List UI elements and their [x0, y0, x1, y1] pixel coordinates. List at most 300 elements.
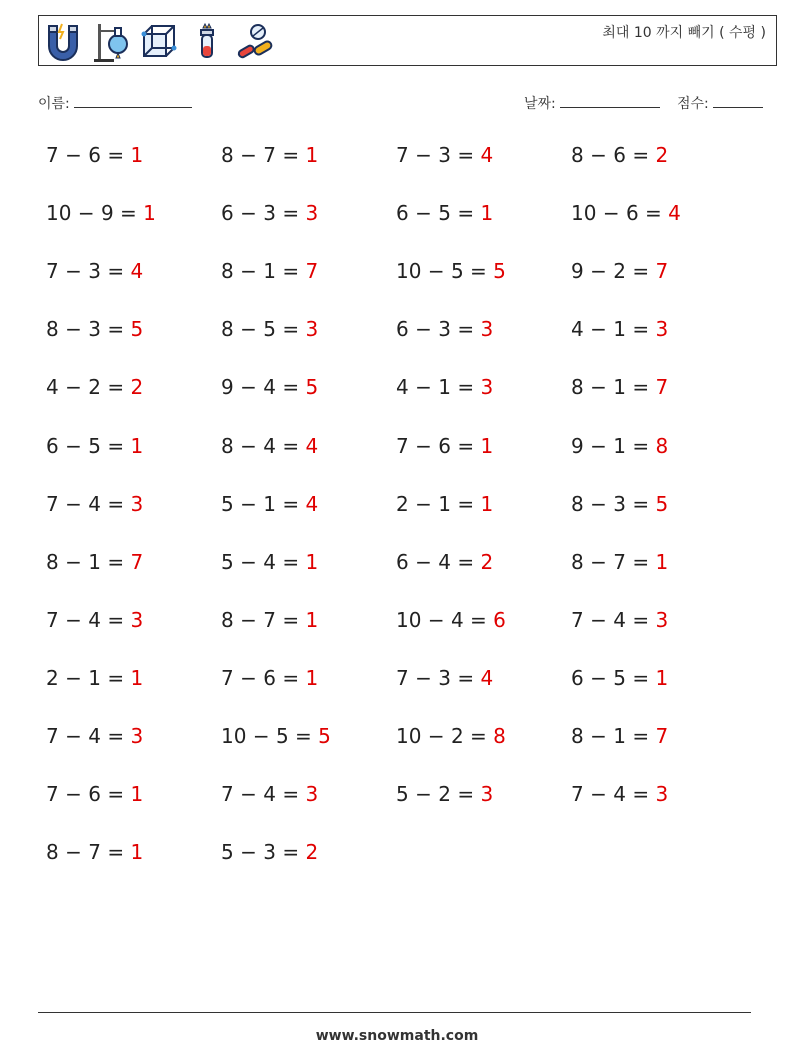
equals-sign: =	[632, 491, 650, 516]
answer: 3	[655, 317, 669, 342]
subtrahend: 5	[88, 433, 101, 458]
subtrahend: 3	[263, 840, 276, 865]
equals-sign: =	[457, 317, 475, 342]
subtrahend: 5	[450, 259, 464, 284]
minus-sign: −	[240, 259, 257, 284]
subtraction-problem	[221, 782, 318, 806]
minus-sign: −	[65, 317, 82, 342]
minus-sign: −	[252, 724, 270, 748]
answer: 4	[305, 433, 319, 458]
subtrahend: 7	[263, 143, 276, 167]
minus-sign: −	[415, 201, 432, 226]
subtraction-problem	[571, 550, 668, 574]
equals-sign: =	[632, 375, 650, 400]
minuend: 9	[571, 259, 584, 284]
answer: 3	[305, 782, 319, 807]
minuend: 7	[396, 433, 409, 458]
subtrahend: 5	[275, 724, 289, 748]
equals-sign: =	[107, 549, 125, 574]
subtrahend: 1	[88, 665, 101, 690]
subtraction-problem	[221, 201, 318, 225]
answer: 1	[130, 840, 144, 865]
minus-sign: −	[77, 201, 95, 226]
subtrahend: 5	[438, 201, 451, 226]
minus-sign: −	[415, 782, 432, 807]
answer: 1	[305, 665, 319, 690]
minus-sign: −	[590, 433, 607, 458]
answer: 1	[143, 201, 156, 226]
subtrahend: 4	[438, 549, 451, 574]
subtrahend: 6	[88, 782, 101, 807]
equals-sign: =	[295, 724, 312, 748]
subtrahend: 9	[100, 201, 114, 226]
answer: 1	[655, 665, 669, 690]
subtrahend: 3	[438, 143, 451, 167]
answer: 1	[130, 665, 144, 690]
answer: 2	[305, 840, 319, 865]
answer: 6	[493, 607, 506, 632]
minuend: 10	[396, 724, 422, 748]
minus-sign: −	[65, 840, 82, 865]
equals-sign: =	[107, 491, 125, 516]
equals-sign: =	[632, 143, 650, 167]
name-field	[38, 93, 192, 113]
answer: 7	[130, 549, 144, 574]
answer: 2	[130, 375, 144, 400]
minus-sign: −	[240, 201, 257, 226]
worksheet-title: 최대 10 까지 빼기 ( 수평 )	[602, 25, 766, 41]
equals-sign: =	[282, 433, 300, 458]
answer: 3	[480, 317, 494, 342]
answer: 5	[305, 375, 319, 400]
minus-sign: −	[415, 549, 432, 574]
equals-sign: =	[632, 549, 650, 574]
minuend: 6	[46, 433, 59, 458]
subtrahend: 7	[88, 840, 101, 865]
equals-sign: =	[107, 259, 125, 284]
minus-sign: −	[590, 607, 607, 632]
subtrahend: 4	[263, 549, 276, 574]
subtrahend: 2	[88, 375, 101, 400]
worksheet-header	[38, 15, 777, 66]
equals-sign: =	[632, 433, 650, 458]
equals-sign: =	[457, 143, 475, 167]
subtraction-problem	[221, 666, 318, 690]
minus-sign: −	[65, 433, 82, 458]
minuend: 7	[396, 665, 409, 690]
answer: 3	[130, 607, 144, 632]
score-blank-line[interactable]	[713, 93, 763, 108]
subtrahend: 1	[613, 317, 626, 342]
minus-sign: −	[65, 143, 82, 167]
subtraction-problem	[396, 782, 493, 806]
minus-sign: −	[415, 491, 432, 516]
minus-sign: −	[590, 143, 607, 167]
equals-sign: =	[107, 317, 125, 342]
equals-sign: =	[470, 607, 487, 632]
equals-sign: =	[282, 259, 300, 284]
subtraction-problem	[571, 492, 668, 516]
subtrahend: 4	[263, 433, 276, 458]
minuend: 8	[571, 143, 584, 167]
subtrahend: 6	[625, 201, 639, 226]
subtrahend: 1	[438, 491, 451, 516]
equals-sign: =	[645, 201, 662, 226]
subtraction-problem	[396, 724, 506, 748]
subtraction-problem	[46, 666, 143, 690]
answer: 5	[493, 259, 506, 284]
equals-sign: =	[107, 375, 125, 400]
minus-sign: −	[415, 665, 432, 690]
minus-sign: −	[65, 665, 82, 690]
subtrahend: 4	[88, 724, 101, 748]
minus-sign: −	[415, 317, 432, 342]
minuend: 8	[221, 259, 234, 284]
subtrahend: 1	[263, 259, 276, 284]
answer: 8	[655, 433, 669, 458]
minuend: 8	[571, 549, 584, 574]
minus-sign: −	[415, 143, 432, 167]
minus-sign: −	[240, 491, 257, 516]
subtraction-problem	[396, 434, 493, 458]
equals-sign: =	[282, 782, 300, 807]
subtrahend: 4	[613, 782, 626, 807]
subtraction-problem	[396, 201, 493, 225]
minuend: 5	[221, 549, 234, 574]
minus-sign: −	[240, 317, 257, 342]
minuend: 10	[571, 201, 597, 226]
subtrahend: 5	[613, 665, 626, 690]
subtraction-problem	[571, 259, 668, 283]
minus-sign: −	[240, 607, 257, 632]
equals-sign: =	[457, 665, 475, 690]
minus-sign: −	[65, 491, 82, 516]
answer: 3	[480, 782, 494, 807]
answer: 7	[305, 259, 319, 284]
subtrahend: 4	[450, 607, 464, 632]
minuend: 6	[396, 549, 409, 574]
answer: 2	[655, 143, 669, 167]
minus-sign: −	[240, 143, 257, 167]
answer: 8	[493, 724, 506, 748]
minuend: 2	[46, 665, 59, 690]
minuend: 7	[46, 724, 59, 748]
minus-sign: −	[415, 375, 432, 400]
subtrahend: 1	[438, 375, 451, 400]
minuend: 7	[46, 607, 59, 632]
subtraction-problem	[571, 724, 668, 748]
minuend: 4	[46, 375, 59, 400]
equals-sign: =	[107, 840, 125, 865]
minuend: 6	[396, 317, 409, 342]
equals-sign: =	[282, 317, 300, 342]
subtraction-problem	[571, 375, 668, 399]
minuend: 7	[396, 143, 409, 167]
minuend: 2	[396, 491, 409, 516]
subtraction-problem	[46, 317, 143, 341]
subtraction-problem	[221, 608, 318, 632]
answer: 4	[668, 201, 681, 226]
answer: 3	[305, 317, 319, 342]
magnet-icon	[44, 20, 82, 64]
lab-stand-flask-icon	[92, 20, 130, 64]
subtrahend: 6	[613, 143, 626, 167]
subtraction-problem	[571, 317, 668, 341]
equals-sign: =	[457, 433, 475, 458]
minuend: 9	[571, 433, 584, 458]
minuend: 10	[396, 259, 422, 284]
minus-sign: −	[602, 201, 620, 226]
answer: 1	[130, 143, 144, 167]
subtrahend: 6	[88, 143, 101, 167]
answer: 3	[480, 375, 494, 400]
pills-icon	[236, 20, 274, 64]
subtrahend: 1	[88, 549, 101, 574]
minuend: 5	[221, 840, 234, 865]
subtrahend: 2	[450, 724, 464, 748]
minus-sign: −	[240, 549, 257, 574]
subtrahend: 4	[263, 375, 276, 400]
subtrahend: 6	[438, 433, 451, 458]
minuend: 7	[571, 607, 584, 632]
answer: 3	[305, 201, 319, 226]
subtraction-problem	[571, 782, 668, 806]
subtraction-problem	[221, 317, 318, 341]
equals-sign: =	[470, 259, 487, 284]
subtrahend: 1	[613, 724, 626, 748]
equals-sign: =	[457, 375, 475, 400]
subtraction-problem	[221, 492, 318, 516]
subtrahend: 4	[613, 607, 626, 632]
answer: 4	[130, 259, 144, 284]
subtraction-problem	[571, 201, 681, 225]
equals-sign: =	[282, 665, 300, 690]
equals-sign: =	[120, 201, 137, 226]
minus-sign: −	[590, 549, 607, 574]
equals-sign: =	[282, 840, 300, 865]
minus-sign: −	[590, 375, 607, 400]
subtrahend: 3	[438, 665, 451, 690]
equals-sign: =	[282, 143, 300, 167]
minus-sign: −	[240, 665, 257, 690]
answer: 5	[130, 317, 144, 342]
minuend: 10	[46, 201, 72, 226]
minus-sign: −	[590, 665, 607, 690]
minus-sign: −	[65, 782, 82, 807]
minuend: 6	[396, 201, 409, 226]
minuend: 8	[571, 491, 584, 516]
equals-sign: =	[632, 259, 650, 284]
minuend: 6	[221, 201, 234, 226]
subtrahend: 4	[88, 607, 101, 632]
minus-sign: −	[427, 607, 445, 632]
minuend: 8	[221, 607, 234, 632]
minuend: 8	[221, 433, 234, 458]
minus-sign: −	[240, 840, 257, 865]
subtraction-problem	[221, 550, 318, 574]
equals-sign: =	[107, 782, 125, 807]
answer: 4	[305, 491, 319, 516]
test-tube-icon	[188, 20, 226, 64]
answer: 1	[130, 782, 144, 807]
cube-wireframe-icon	[140, 20, 178, 64]
answer: 4	[480, 665, 494, 690]
answer: 1	[480, 201, 494, 226]
minus-sign: −	[65, 375, 82, 400]
answer: 7	[655, 724, 669, 748]
subtrahend: 4	[88, 491, 101, 516]
minuend: 10	[396, 607, 422, 632]
subtraction-problem	[571, 666, 668, 690]
subtraction-problem	[221, 840, 318, 864]
minuend: 8	[221, 143, 234, 167]
minuend: 7	[46, 782, 59, 807]
answer: 3	[130, 724, 144, 748]
equals-sign: =	[632, 782, 650, 807]
minuend: 8	[221, 317, 234, 342]
subtraction-problem	[396, 550, 493, 574]
minuend: 7	[46, 259, 59, 284]
subtraction-problem	[396, 375, 493, 399]
subtraction-problem	[46, 143, 143, 167]
minuend: 6	[571, 665, 584, 690]
subtraction-problem	[221, 724, 331, 748]
footer-url: www.snowmath.com	[315, 1028, 479, 1044]
equals-sign: =	[632, 607, 650, 632]
date-blank-line[interactable]	[560, 93, 660, 108]
minuend: 7	[221, 782, 234, 807]
equals-sign: =	[107, 433, 125, 458]
subtraction-problem	[46, 375, 143, 399]
subtraction-problem	[571, 434, 668, 458]
subtraction-problem	[396, 666, 493, 690]
subtrahend: 7	[263, 607, 276, 632]
subtrahend: 3	[88, 259, 101, 284]
minuend: 5	[396, 782, 409, 807]
minuend: 8	[571, 724, 584, 748]
minuend: 7	[571, 782, 584, 807]
footer-divider	[38, 1012, 751, 1013]
minuend: 7	[46, 491, 59, 516]
subtrahend: 1	[613, 375, 626, 400]
equals-sign: =	[107, 143, 125, 167]
minuend: 7	[46, 143, 59, 167]
subtrahend: 3	[88, 317, 101, 342]
score-label: 점수:	[677, 96, 709, 112]
subtrahend: 5	[263, 317, 276, 342]
minus-sign: −	[415, 433, 432, 458]
answer: 3	[655, 607, 669, 632]
minuend: 10	[221, 724, 247, 748]
answer: 1	[130, 433, 144, 458]
header-icons	[44, 20, 284, 64]
subtraction-problem	[396, 492, 493, 516]
subtrahend: 4	[263, 782, 276, 807]
subtrahend: 6	[263, 665, 276, 690]
equals-sign: =	[457, 549, 475, 574]
subtrahend: 3	[263, 201, 276, 226]
equals-sign: =	[282, 549, 300, 574]
date-label: 날짜:	[524, 96, 556, 112]
minuend: 5	[221, 491, 234, 516]
equals-sign: =	[107, 724, 125, 748]
equals-sign: =	[632, 724, 650, 748]
equals-sign: =	[107, 607, 125, 632]
name-blank-line[interactable]	[74, 93, 192, 108]
subtraction-problem	[571, 608, 668, 632]
minuend: 7	[221, 665, 234, 690]
answer: 1	[655, 549, 669, 574]
minus-sign: −	[65, 549, 82, 574]
date-field	[524, 93, 660, 113]
equals-sign: =	[282, 491, 300, 516]
minus-sign: −	[240, 782, 257, 807]
minus-sign: −	[590, 317, 607, 342]
name-label: 이름:	[38, 96, 70, 112]
subtraction-problem	[221, 259, 318, 283]
answer: 5	[655, 491, 669, 516]
minus-sign: −	[427, 724, 445, 748]
minus-sign: −	[240, 375, 257, 400]
equals-sign: =	[282, 375, 300, 400]
answer: 3	[655, 782, 669, 807]
subtraction-problem	[396, 259, 506, 283]
subtraction-problem	[46, 492, 143, 516]
equals-sign: =	[457, 782, 475, 807]
minus-sign: −	[590, 491, 607, 516]
answer: 3	[130, 491, 144, 516]
equals-sign: =	[470, 724, 487, 748]
answer: 1	[480, 433, 494, 458]
subtraction-problem	[221, 143, 318, 167]
answer: 7	[655, 259, 669, 284]
minus-sign: −	[427, 259, 445, 284]
equals-sign: =	[632, 317, 650, 342]
minuend: 8	[46, 840, 59, 865]
subtrahend: 3	[613, 491, 626, 516]
minuend: 8	[46, 317, 59, 342]
subtraction-problem	[571, 143, 668, 167]
subtraction-problem	[221, 434, 318, 458]
equals-sign: =	[107, 665, 125, 690]
subtraction-problem	[46, 434, 143, 458]
answer: 1	[305, 143, 319, 167]
subtrahend: 1	[263, 491, 276, 516]
subtraction-problem	[46, 840, 143, 864]
minus-sign: −	[590, 259, 607, 284]
equals-sign: =	[282, 201, 300, 226]
answer: 1	[305, 607, 319, 632]
subtraction-problem	[221, 375, 318, 399]
subtrahend: 2	[438, 782, 451, 807]
answer: 2	[480, 549, 494, 574]
equals-sign: =	[457, 491, 475, 516]
minus-sign: −	[65, 259, 82, 284]
subtraction-problem	[46, 724, 143, 748]
score-field	[677, 93, 763, 113]
subtraction-problem	[46, 201, 156, 225]
minus-sign: −	[590, 782, 607, 807]
minuend: 8	[571, 375, 584, 400]
subtrahend: 7	[613, 549, 626, 574]
minuend: 4	[396, 375, 409, 400]
answer: 7	[655, 375, 669, 400]
answer: 1	[305, 549, 319, 574]
minuend: 4	[571, 317, 584, 342]
minus-sign: −	[65, 607, 82, 632]
answer: 1	[480, 491, 494, 516]
answer: 4	[480, 143, 494, 167]
